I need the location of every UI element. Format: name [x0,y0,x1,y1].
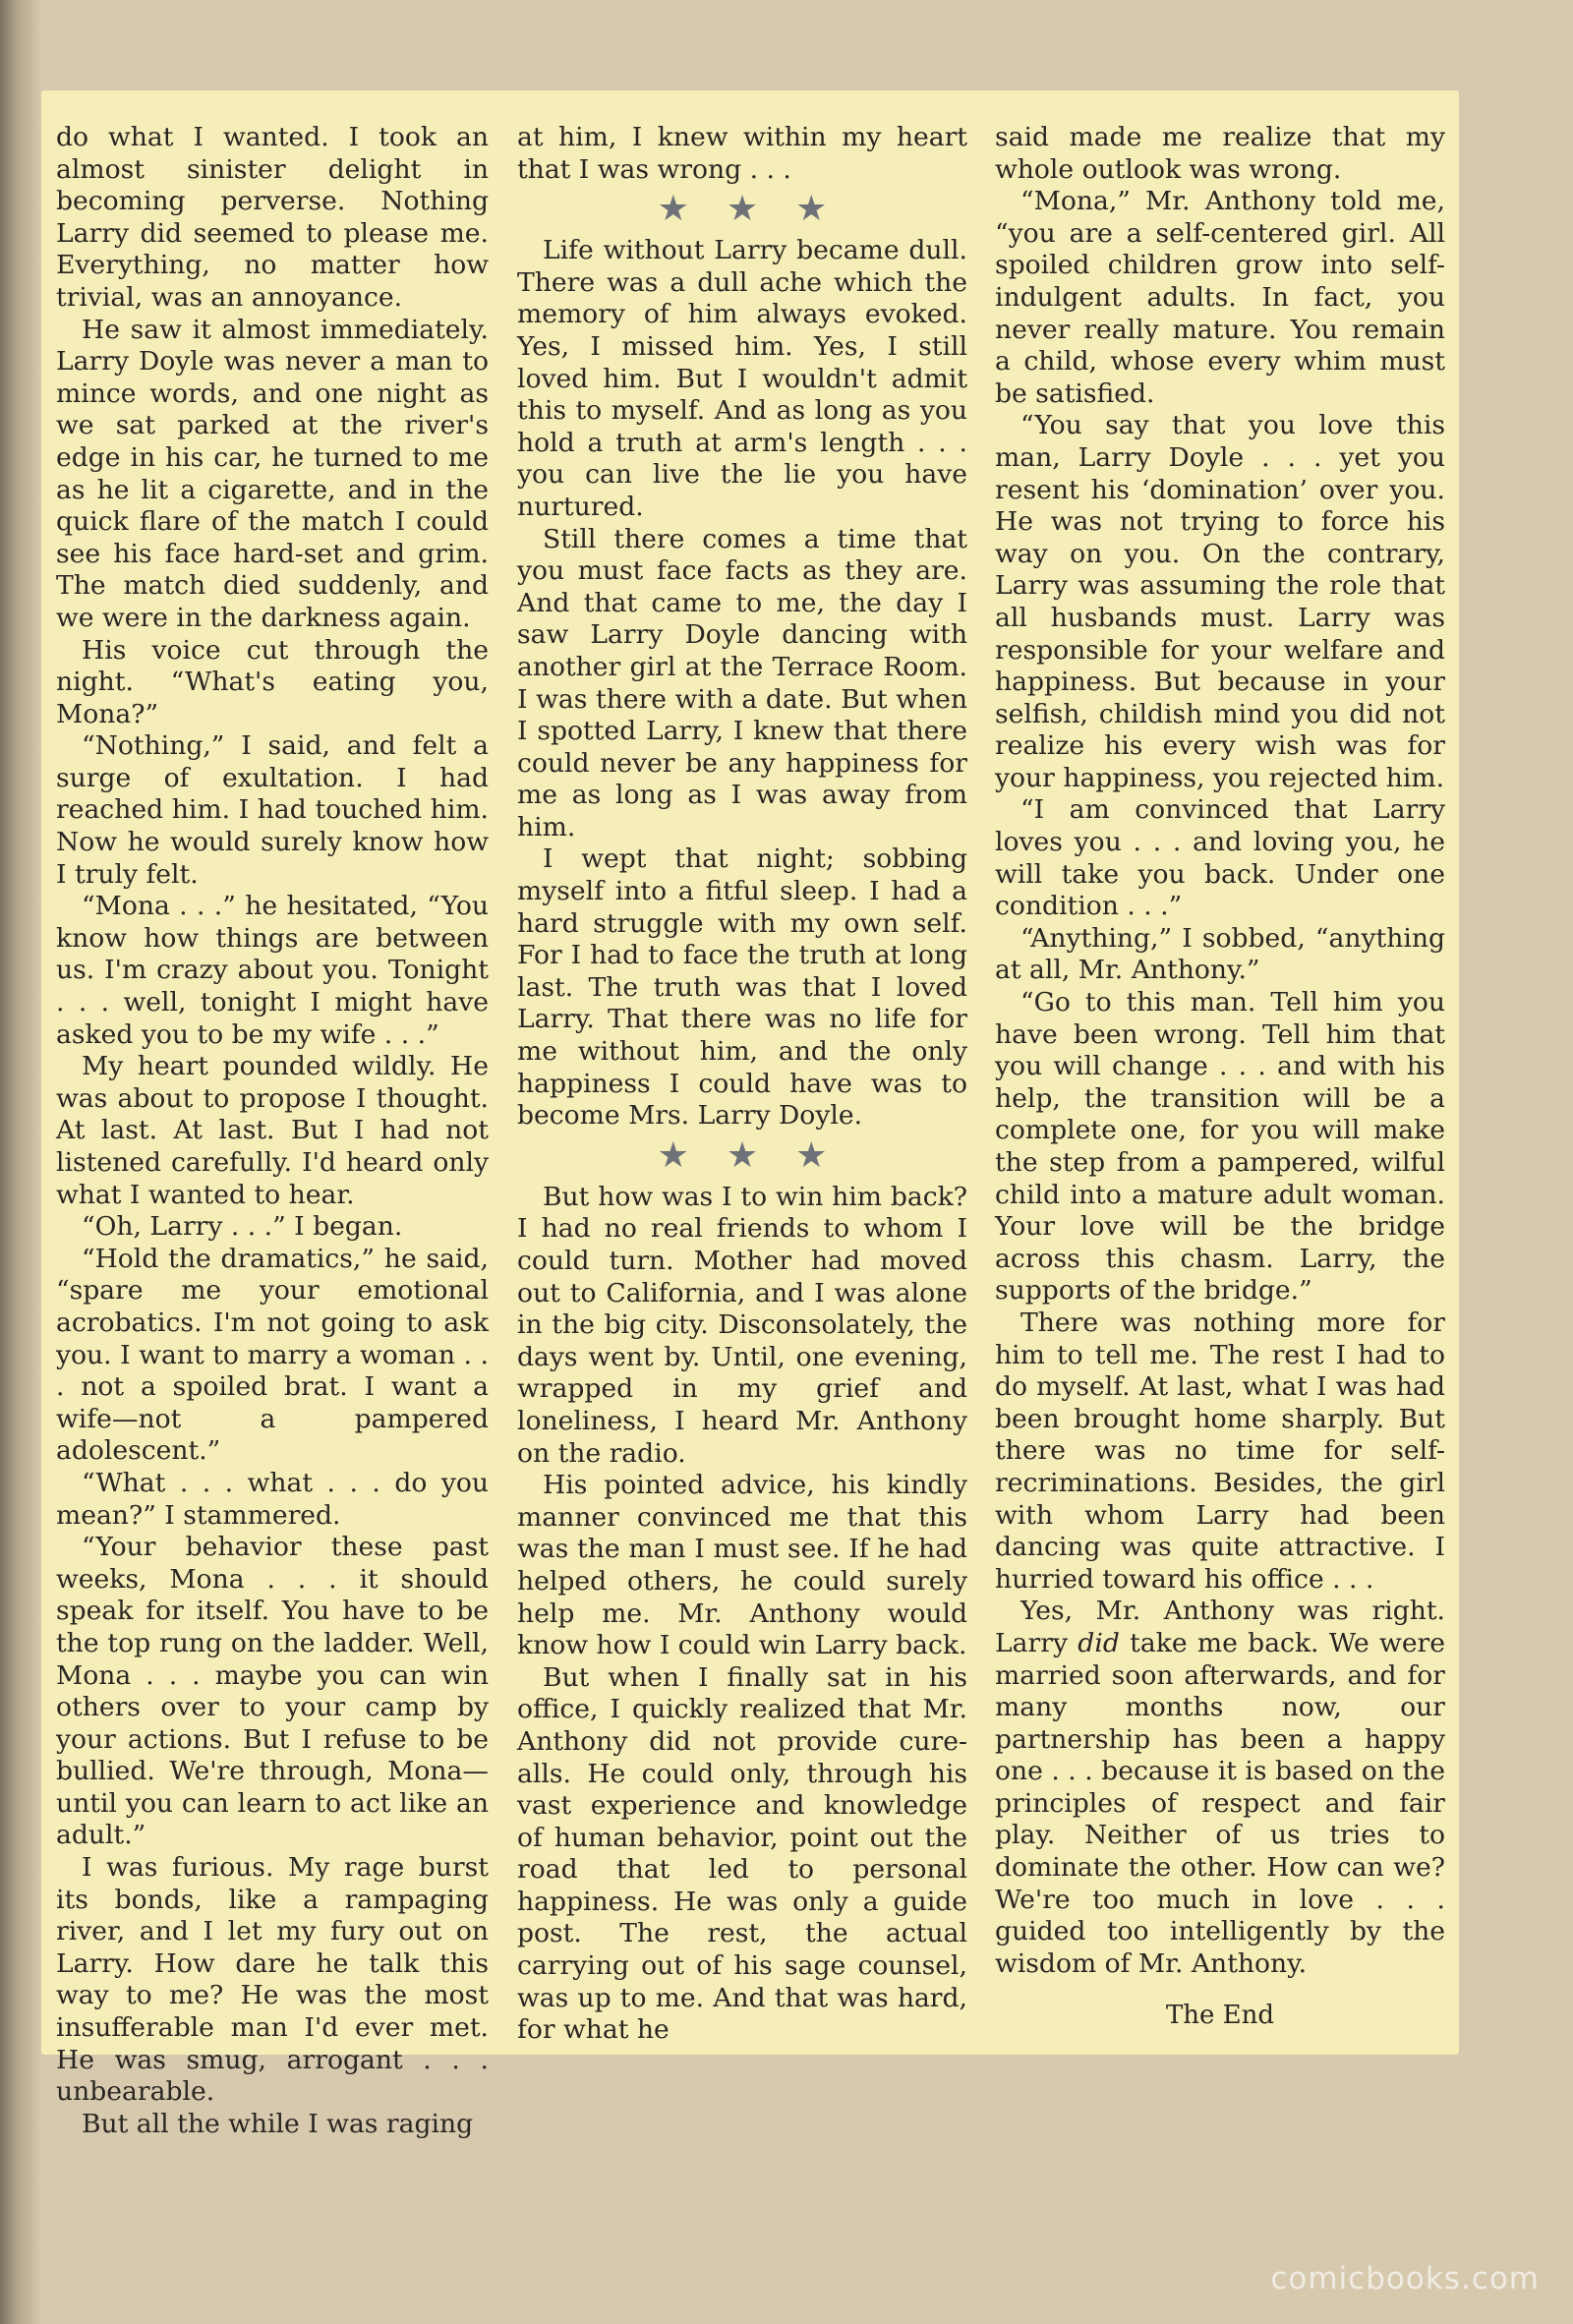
paragraph: “Oh, Larry . . .” I began. [82,1211,403,1243]
section-break-stars [517,188,967,231]
text-column-3 [995,122,1445,2029]
paragraph: Life without Larry became dull. There was a dull ache which the memory of him always evoked. Yes, I missed him. Yes, I still loved him. But I wouldn't admit this to myself. And as long as you hold a truth at arm's length . . . you can live the lie you have nurtured. [517,235,967,522]
paragraph: at him, I knew within my heart that I was wrong . . . [517,122,967,185]
paragraph-text: Yes, Mr. Anthony was right. Larry [995,1596,1445,1658]
text-column-1 [56,122,489,2139]
paragraph: “Anything,” I sobbed, “anything at all, Mr. Anthony.” [995,922,1445,986]
star-icon: ★ [657,189,689,230]
paragraph: “Nothing,” I said, and felt a surge of exultation. I had reached him. I had touched him. Now he would surely know how I truly felt. [56,730,489,890]
text-column-2 [517,122,967,2046]
paragraph: “I am convinced that Larry loves you . . . and loving you, he will take you back. Under one condition . . .” [995,794,1445,922]
paragraph: “You say that you love this man, Larry Doyle . . . yet you resent his ‘domination’ over you. He was not trying to force his way on you. On the contrary, Larry was assuming the role that all husbands must. Larry was responsible for your welfare and happiness. But because in your selfish, childish mind you did not realize his every wish was for your happiness, you rejected him. [995,410,1445,793]
paragraph: But when I finally sat in his office, I quickly realized that Mr. Anthony did not provide cure-alls. He could only, through his vast experience and knowledge of human behavior, point out the road that led to personal happiness. He was only a guide post. The rest, the actual carrying out of his sage counsel, was up to me. And that was hard, for what he [517,1661,967,2046]
star-icon: ★ [795,1134,828,1176]
paragraph-text: take me back. We were married soon afterwards, and for many months now, our partnership has been a happy one . . . because it is based on the principles of respect and fair play. Neither of us tries to dominate the other. How can we? We're too much in love . . . guided too intelligently by the wisdom of Mr. Anthony. [995,1627,1446,1979]
paragraph: But all the while I was raging [82,2108,474,2139]
paragraph: “What . . . what . . . do you mean?” I stammered. [56,1467,489,1531]
the-end-label: The End [1165,2001,1275,2031]
paragraph: “Go to this man. Tell him you have been wrong. Tell him that you will change . . . and with his help, the transition will be a complete one, for you will make the step from a pampered, wilful child into a mature adult woman. Your love will be the bridge across this chasm. Larry, the supports of the bridge.” [995,987,1445,1307]
paragraph: “Mona . . .” he hesitated, “You know how things are between us. I'm crazy about you. Tonight . . . well, tonight I might have asked you to be my wife . . .” [56,891,489,1050]
star-icon: ★ [726,189,759,230]
paragraph [995,1596,1445,1980]
section-break-stars [517,1134,967,1178]
paragraph: “Mona,” Mr. Anthony told me, “you are a self-centered girl. All spoiled children grow into self-indulgent adults. In fact, you never really mature. You remain a child, whose every whim must be satisfied. [995,186,1445,409]
emphasized-word: did [1078,1627,1120,1658]
paragraph: My heart pounded wildly. He was about to propose I thought. At last. At last. But I had not listened carefully. I'd heard only what I wanted to hear. [56,1051,489,1210]
star-icon: ★ [726,1134,759,1176]
paragraph: I wept that night; sobbing myself into a fitful sleep. I had a hard struggle with my own self. For I had to face the truth at long last. The truth was that I loved Larry. That there was no life for me without him, and the only happiness I could have was to become Mrs. Larry Doyle. [517,843,967,1132]
paragraph: do what I wanted. I took an almost sinister delight in becoming perverse. Nothing Larry did seemed to please me. Everything, no matter how trivial, was an annoyance. [56,122,489,313]
paragraph: “Hold the dramatics,” he said, “spare me your emotional acrobatics. I'm not going to ask you. I want to marry a woman . . . not a spoiled brat. I want a wife—not a pampered adolescent.” [56,1243,489,1467]
paragraph: There was nothing more for him to tell me. The rest I had to do myself. At last, what I was had been brought home sharply. But there was no time for self-recriminations. Besides, the girl with whom Larry had been dancing was quite attractive. I hurried toward his office . . . [995,1307,1445,1595]
paragraph: “Your behavior these past weeks, Mona . . . it should speak for itself. You have to be the top rung on the ladder. Well, Mona . . . maybe you can win others over to your camp by your actions. But I refuse to be bullied. We're through, Mona—until you can learn to act like an adult.” [56,1532,489,1851]
page-binding-edge [0,0,39,2324]
paragraph: said made me realize that my whole outlook was wrong. [995,122,1445,185]
paragraph: I was furious. My rage burst its bonds, like a rampaging river, and I let my fury out on Larry. How dare he talk this way to me? He was the most insufferable man I'd ever met. He was smug, arrogant . . . unbearable. [56,1852,489,2108]
paragraph: He saw it almost immediately. Larry Doyle was never a man to mince words, and one night as we sat parked at the river's edge in his car, he turned to me as he lit a cigarette, and in the quick flare of the match I could see his face hard-set and grim. The match died suddenly, and we were in the darkness again. [56,314,489,633]
paragraph: But how was I to win him back? I had no real friends to whom I could turn. Mother had moved out to California, and I was alone in the big city. Disconsolately, the days went by. Until, one evening, wrapped in my grief and loneliness, I heard Mr. Anthony on the radio. [517,1181,967,1469]
paragraph: His voice cut through the night. “What's eating you, Mona?” [56,634,489,729]
paragraph: Still there comes a time that you must face facts as they are. And that came to me, the day I saw Larry Doyle dancing with another girl at the Terrace Room. I was there with a date. But when I spotted Larry, I knew that there could never be any happiness for me as long as I was away from him. [517,523,967,842]
paragraph: His pointed advice, his kindly manner convinced me that this was the man I must see. If he had helped others, he could surely help me. Mr. Anthony would know how I could win Larry back. [517,1470,967,1661]
watermark: comicbooks.com [1270,2261,1540,2296]
star-icon: ★ [795,189,828,230]
star-icon: ★ [657,1134,689,1176]
